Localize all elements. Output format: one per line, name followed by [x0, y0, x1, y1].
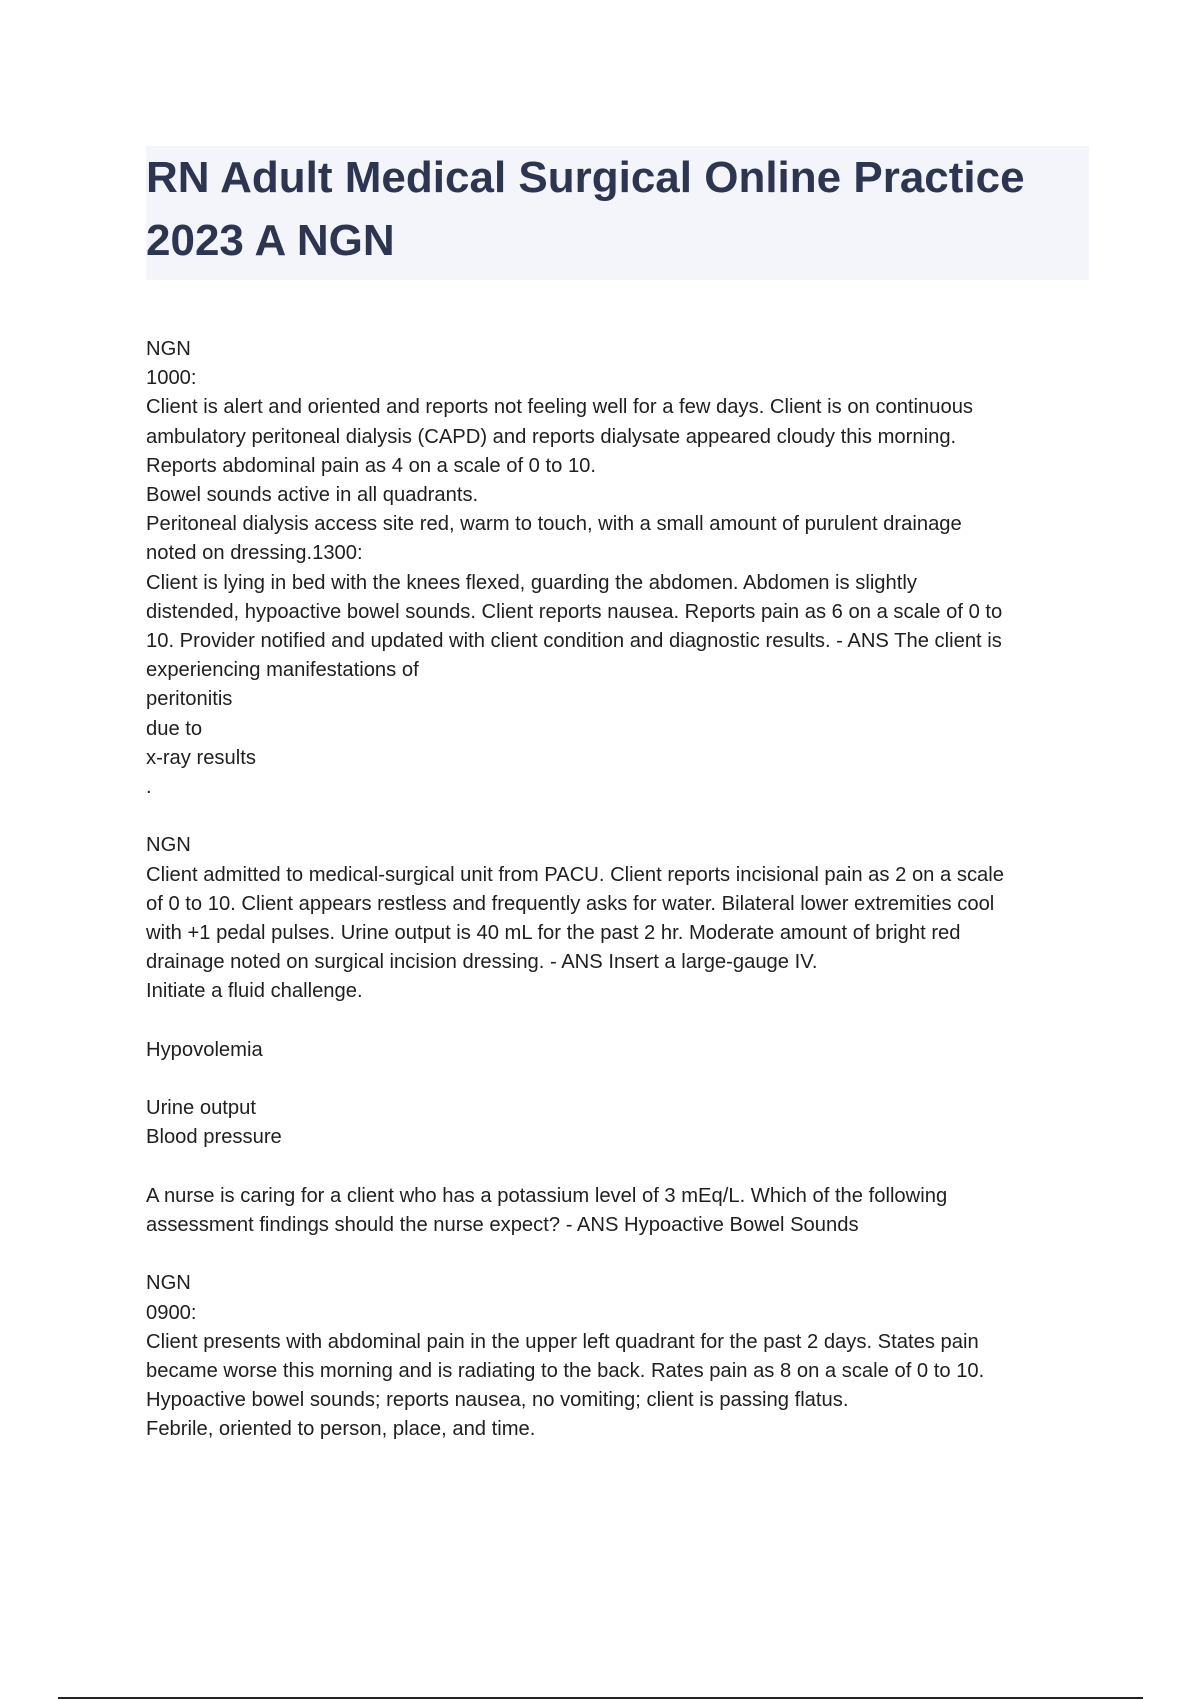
text-line: assessment findings should the nurse expect? - ANS Hypoactive Bowel Sounds: [146, 1214, 859, 1237]
text-line: 10. Provider notified and updated with client condition and diagnostic results. - ANS The client is: [146, 630, 1002, 653]
text-line: due to: [146, 717, 203, 740]
footer-divider: [58, 1697, 1143, 1699]
text-line: noted on dressing.1300:: [146, 542, 363, 565]
text-line: Urine output: [146, 1097, 256, 1120]
text-line: Client presents with abdominal pain in the upper left quadrant for the past 2 days. States pain: [146, 1330, 979, 1353]
title-line-2: 2023 A NGN: [146, 216, 395, 265]
blank-line: [146, 1007, 1096, 1036]
text-line: Hypovolemia: [146, 1038, 263, 1061]
document-body: [146, 335, 1096, 1445]
text-line: Reports abdominal pain as 4 on a scale of 0 to 10.: [146, 454, 597, 477]
text-line: A nurse is caring for a client who has a potassium level of 3 mEq/L. Which of the following: [146, 1184, 948, 1207]
blank-line: [146, 1065, 1096, 1094]
document-title: [146, 146, 1089, 272]
text-line: x-ray results: [146, 746, 256, 769]
text-line: Client admitted to medical-surgical unit from PACU. Client reports incisional pain as 2 on a scale: [146, 863, 1004, 886]
title-block: [146, 146, 1089, 280]
text-line: Bowel sounds active in all quadrants.: [146, 484, 479, 507]
text-line: experiencing manifestations of: [146, 659, 419, 682]
text-line: 0900:: [146, 1301, 197, 1324]
text-line: Client is alert and oriented and reports not feeling well for a few days. Client is on continuous: [146, 396, 974, 419]
text-line: of 0 to 10. Client appears restless and frequently asks for water. Bilateral lower extremities cool: [146, 892, 995, 915]
text-line: Client is lying in bed with the knees flexed, guarding the abdomen. Abdomen is slightly: [146, 571, 917, 594]
text-line: NGN: [146, 1272, 191, 1295]
blank-line: [146, 1240, 1096, 1269]
blank-line: [146, 802, 1096, 831]
text-line: peritonitis: [146, 688, 233, 711]
title-line-1: RN Adult Medical Surgical Online Practice: [146, 153, 1025, 202]
blank-line: [146, 1153, 1096, 1182]
text-line: Initiate a fluid challenge.: [146, 980, 363, 1003]
text-line: 1000:: [146, 367, 197, 390]
text-line: Peritoneal dialysis access site red, warm to touch, with a small amount of purulent drainage: [146, 513, 962, 536]
text-line: Blood pressure: [146, 1126, 282, 1149]
text-line: drainage noted on surgical incision dressing. - ANS Insert a large-gauge IV.: [146, 951, 818, 974]
text-line: Febrile, oriented to person, place, and time.: [146, 1418, 536, 1441]
text-line: .: [146, 776, 152, 799]
text-line: with +1 pedal pulses. Urine output is 40 mL for the past 2 hr. Moderate amount of bright red: [146, 922, 961, 945]
text-line: Hypoactive bowel sounds; reports nausea, no vomiting; client is passing flatus.: [146, 1389, 849, 1412]
text-line: NGN: [146, 338, 191, 360]
text-line: NGN: [146, 834, 191, 857]
text-line: distended, hypoactive bowel sounds. Client reports nausea. Reports pain as 6 on a scale of 0 to: [146, 600, 1003, 623]
text-line: ambulatory peritoneal dialysis (CAPD) and reports dialysate appeared cloudy this morning.: [146, 425, 957, 448]
text-line: became worse this morning and is radiating to the back. Rates pain as 8 on a scale of 0 to 10.: [146, 1360, 985, 1383]
